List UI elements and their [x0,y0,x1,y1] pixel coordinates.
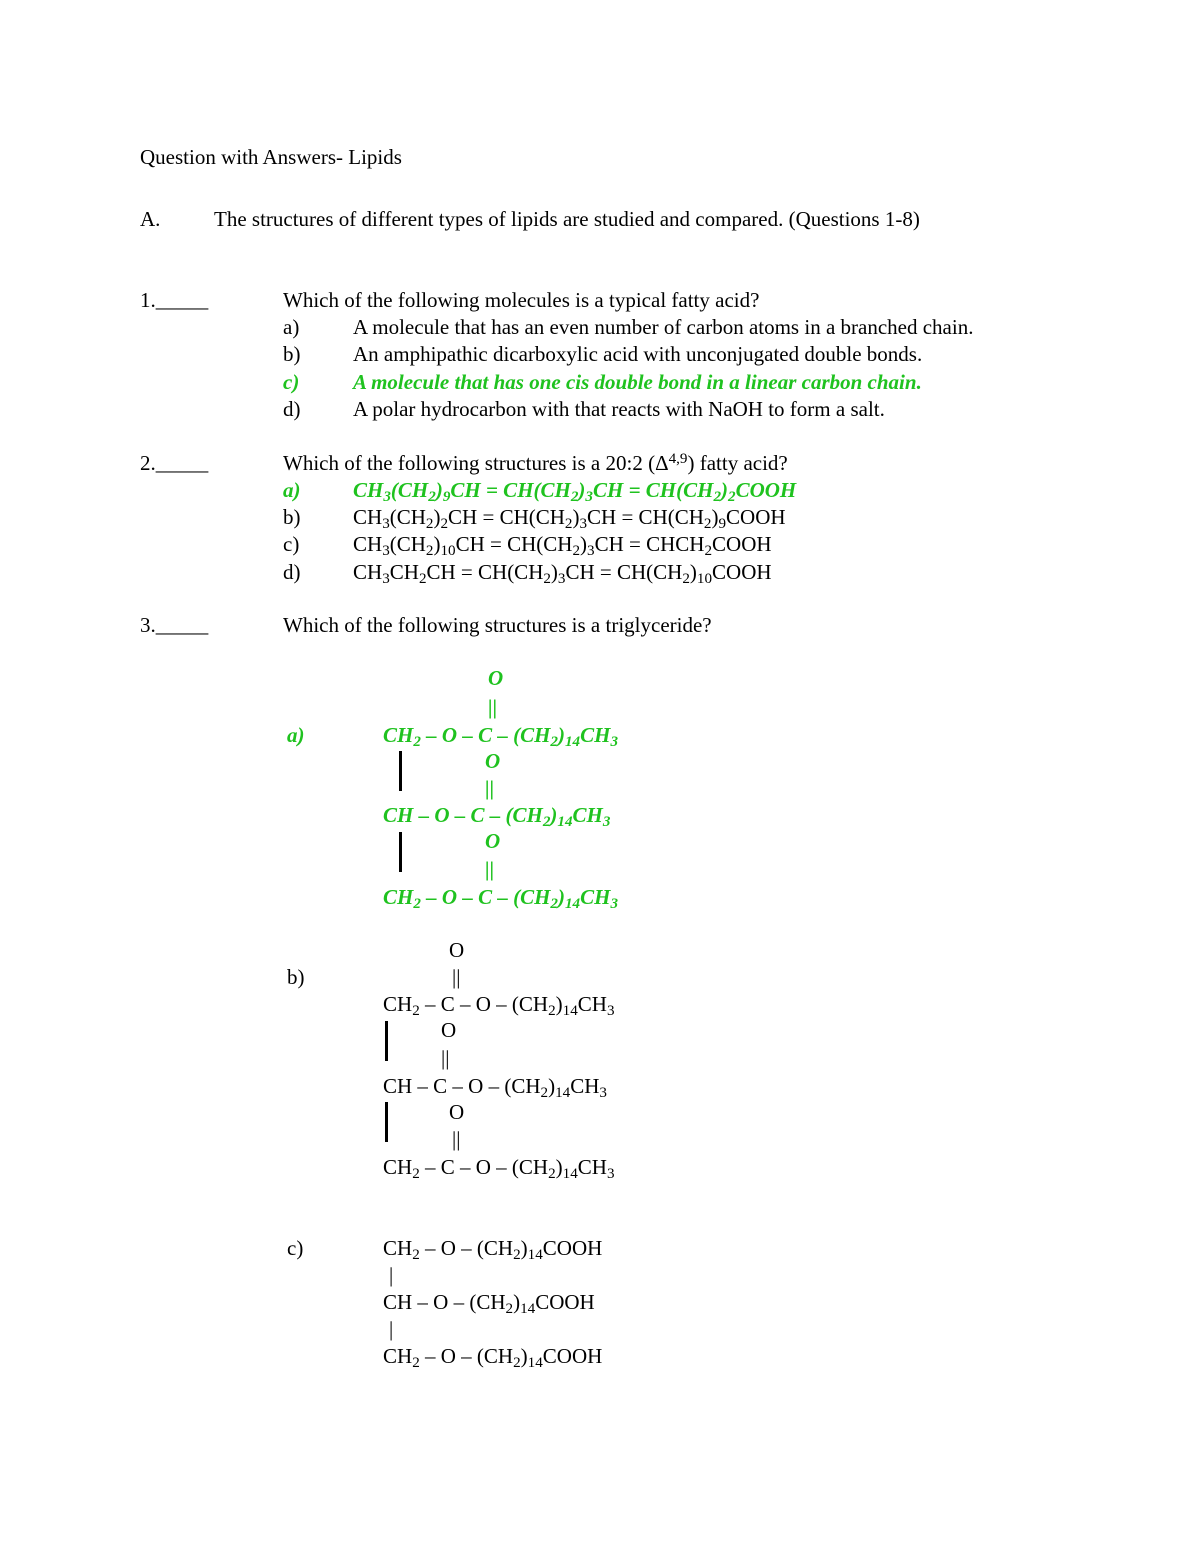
q3b-carbonyl-oxygen-2: O [441,1018,457,1042]
q3a-double-bond-1: || [488,695,498,719]
q2-option-d-label: d) [283,560,301,584]
section-description: The structures of different types of lipids are studied and compared. (Questions 1-8) [214,207,920,231]
q3a-row-3: $CH_2$ – O – C – $(CH_2)_{14}CH_3$ [383,885,618,912]
q3b-chain-bond-1 [385,1021,388,1061]
q2-question-suffix: ) fatty acid? [687,451,788,475]
q1-option-b-text: An amphipathic dicarboxylic acid with unconjugated double bonds. [353,342,923,366]
q2-question-prefix: Which of the following structures is a 20:2 (Δ [283,451,669,475]
q1-option-a-text: A molecule that has an even number of carbon atoms in a branched chain. [353,315,974,339]
q2-option-a-label: a) [283,478,301,502]
q3b-carbonyl-oxygen-1: O [449,938,465,962]
q3a-chain-bond-2 [399,832,402,872]
q3b-row-3: $CH_2$ – C – O – $(CH_2)_{14}CH_3$ [383,1155,615,1182]
q3a-carbonyl-oxygen-1: O [488,666,504,690]
q3b-label: b) [287,965,305,989]
q2-question-superscript: 4,9 [668,451,688,468]
q1-number: 1._____ [140,288,209,312]
q3a-row-2: CH – O – C – $(CH_2)_{14}CH_3$ [383,803,611,830]
q3a-carbonyl-oxygen-3: O [485,829,501,853]
document-title: Question with Answers- Lipids [140,145,402,169]
q3c-label: c) [287,1236,304,1260]
q3c-row-1: $CH_2$ – O – $(CH_2)_{14}COOH$ [383,1236,603,1263]
q3-question: Which of the following structures is a triglyceride? [283,613,712,637]
q3b-double-bond-3: || [452,1127,461,1151]
section-letter: A. [140,207,161,231]
q3b-double-bond-2: || [441,1046,450,1070]
q1-option-b-label: b) [283,342,301,366]
q1-option-c-label: c) [283,370,300,394]
q3b-carbonyl-oxygen-3: O [449,1100,465,1124]
q1-option-d-text: A polar hydrocarbon with that reacts with NaOH to form a salt. [353,397,885,421]
q1-question: Which of the following molecules is a typical fatty acid? [283,288,760,312]
q3c-row-2: CH – O – $(CH_2)_{14}COOH$ [383,1290,595,1317]
q2-number: 2._____ [140,451,209,475]
q2-option-c-label: c) [283,532,300,556]
q3a-label: a) [287,723,305,747]
q2-option-a-formula: $CH_3(CH_2)_9CH = CH(CH_2)_3CH$ = $CH(CH_2)_2COOH$ [353,478,797,505]
q3b-double-bond-1: || [452,965,461,989]
q2-option-b-label: b) [283,505,301,529]
q2-option-d-formula: $CH_3CH_2CH = CH(CH_2)_3CH$ = $CH(CH_2)_{10}COOH$ [353,560,772,587]
q3c-chain-bond-2: | [389,1317,394,1341]
q1-option-c-text: A molecule that has one cis double bond in a linear carbon chain. [353,370,922,394]
q3b-chain-bond-2 [385,1102,388,1142]
q3a-chain-bond-1 [399,751,402,791]
q3b-row-1: $CH_2$ – C – O – $(CH_2)_{14}CH_3$ [383,992,615,1019]
q1-option-d-label: d) [283,397,301,421]
q3c-row-3: $CH_2$ – O – $(CH_2)_{14}COOH$ [383,1344,603,1371]
q3a-double-bond-3: || [485,857,495,881]
q2-question [283,453,788,474]
q2-option-c-formula: $CH_3(CH_2)_{10}CH = CH(CH_2)_3CH$ = $CHCH_2COOH$ [353,532,772,559]
q3a-double-bond-2: || [485,776,495,800]
q3-number: 3._____ [140,613,209,637]
q3c-chain-bond-1: | [389,1263,394,1287]
q3b-row-2: CH – C – O – $(CH_2)_{14}CH_3$ [383,1074,607,1101]
q3a-row-1: $CH_2$ – O – C – $(CH_2)_{14}CH_3$ [383,723,618,750]
q2-option-b-formula: $CH_3(CH_2)_2CH = CH(CH_2)_3CH$ = $CH(CH_2)_9COOH$ [353,505,786,532]
q3a-carbonyl-oxygen-2: O [485,749,501,773]
q1-option-a-label: a) [283,315,300,339]
